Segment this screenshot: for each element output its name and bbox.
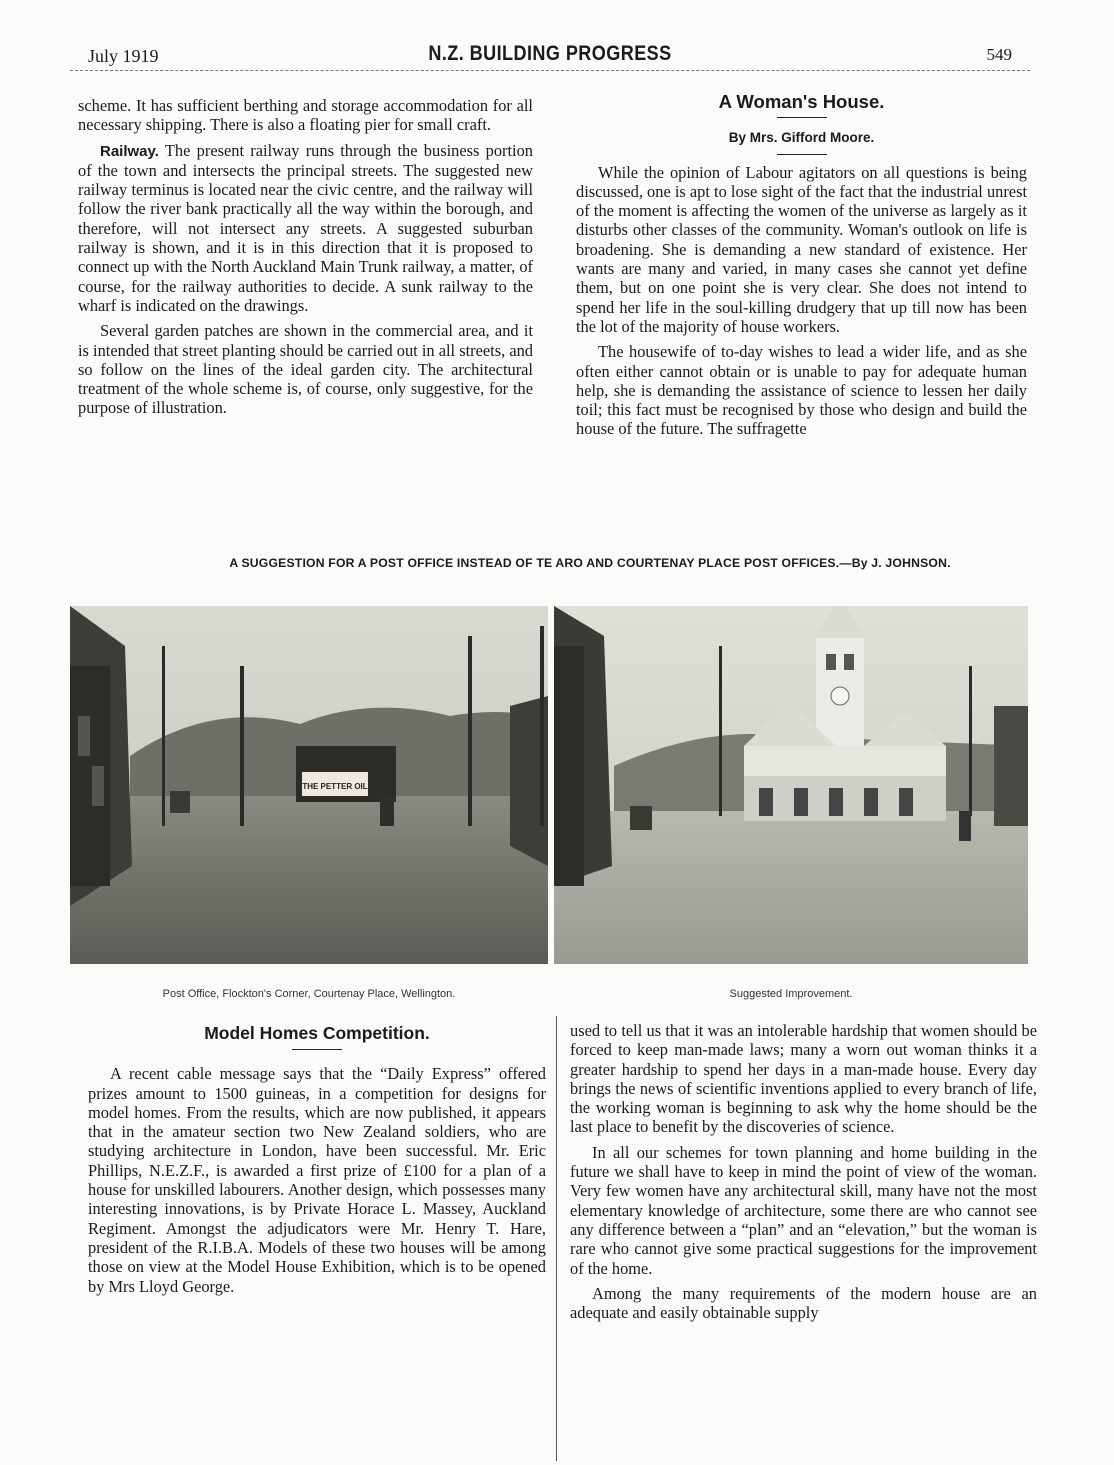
paragraph [78,141,533,316]
billboard-sign: THE PETTER OIL [302,782,368,791]
issue-date: July 1919 [88,46,159,66]
paragraph: The housewife of to-day wishes to lead a wider life, and as she often either cannot obtain or is unable to pay for adequate human help, she is demanding the assistance of science to lessen her daily toil; this fact must be recognised by those who design and build the house of the future. The suffragette [576,342,1027,439]
right-top-column [576,92,1027,439]
street-photo-current [70,606,548,964]
header-rule [70,70,1030,71]
article-title: A Woman's House. [718,91,885,112]
column-divider [556,1016,557,1461]
right-bottom-column [570,1021,1037,1322]
title-rule [292,1049,342,1050]
page-number: 549 [986,45,1012,64]
paragraph: Among the many requirements of the modern house are an adequate and easily obtainable supply [570,1283,1037,1323]
paragraph: scheme. It has sufficient berthing and storage accommodation for all necessary shipping. There is also a floating pier for small craft. [78,96,533,135]
article-title: Model Homes Competition. [204,1023,430,1043]
paragraph: While the opinion of Labour agitators on all questions is being discussed, one is apt to lose sight of the fact that the industrial unrest of the moment is affecting the women of the universe as largely as it disturbs other classes of the community. Woman's outlook on life is broadening. She is demanding a new standard of existence. Her wants are many and varied, in many cases she cannot yet define them, but on one point she is very clear. She does not intend to spend her life in the soul-killing drudgery that up till now has been the lot of the majority of house workers. [576,162,1027,336]
paragraph: In all our schemes for town planning and home building in the future we shall have to keep in mind the point of view of the woman. Very few women have any architectural skill, many have not the most elementary knowledge of architecture, some there are who cannot see any difference between a “plan” and an “elevation,” but the woman is rare who cannot give some practical suggestions for the improvement of the home. [570,1142,1037,1278]
photo-caption-right: Suggested Improvement. [729,988,853,1000]
photo-banner-caption: A SUGGESTION FOR A POST OFFICE INSTEAD OF TE ARO AND COURTENAY PLACE POST OFFICES.—By J. JOHNSON. [229,556,951,570]
left-top-column [78,96,533,418]
publication-title: N.Z. BUILDING PROGRESS [428,42,672,65]
paragraph: Several garden patches are shown in the commercial area, and it is intended that street planting should be carried out in all streets, and so follow on the lines of the ideal garden city. The architectural treatment of the whole scheme is, of course, only suggestive, for the purpose of illustration. [78,321,533,418]
run-in-heading: Railway. [100,142,159,160]
byline-rule [777,154,827,155]
paragraph: A recent cable message says that the “Daily Express” offered prizes amount to 1500 guineas, in a competition for designs for model homes. From the results, which are now published, it appears that in the amateur section two New Zealand soldiers, who are studying architecture in London, have been successful. Mr. Eric Phillips, N.E.Z.F., is awarded a first prize of £100 for a plan of a house for unskilled labourers. Another design, which possesses many interesting innovations, is by Private Horace L. Massey, Auckland Regiment. Amongst the adjudicators were Mr. Henry T. Hare, president of the R.I.B.A. Models of these two houses will be among those on view at the Model House Exhibition, which is to be opened by Mrs Lloyd George. [88,1064,546,1296]
title-rule [777,117,827,118]
photo-caption-left: Post Office, Flockton's Corner, Courtenay Place, Wellington. [162,988,456,1000]
paragraph-text: The present railway runs through the business portion of the town and intersects the principal streets. The suggested new railway terminus is located near the civic centre, and the railway will follow the river bank practically all the way within the borough, and therefore, will not intersect any streets. A suggested suburban railway is shown, and it is in this direction that it is proposed to connect up with the North Auckland Main Trunk railway, a matter, of course, for the railway authorities to decide. A sunk railway to the wharf is indicated on the drawings. [78,140,533,315]
street-photo-suggested [554,606,1028,964]
page-header [70,40,1030,72]
paragraph: used to tell us that it was an intolerable hardship that women should be forced to keep man-made laws; many a worn out woman thinks it a greater hardship to spend her days in a man-made house. Every day brings the news of scientific inventions applied to every branch of life, the working woman is beginning to ask why the home should be the last place to benefit by the discoveries of science. [570,1021,1037,1137]
byline: By Mrs. Gifford Moore. [728,130,875,146]
left-bottom-column [88,1024,546,1296]
